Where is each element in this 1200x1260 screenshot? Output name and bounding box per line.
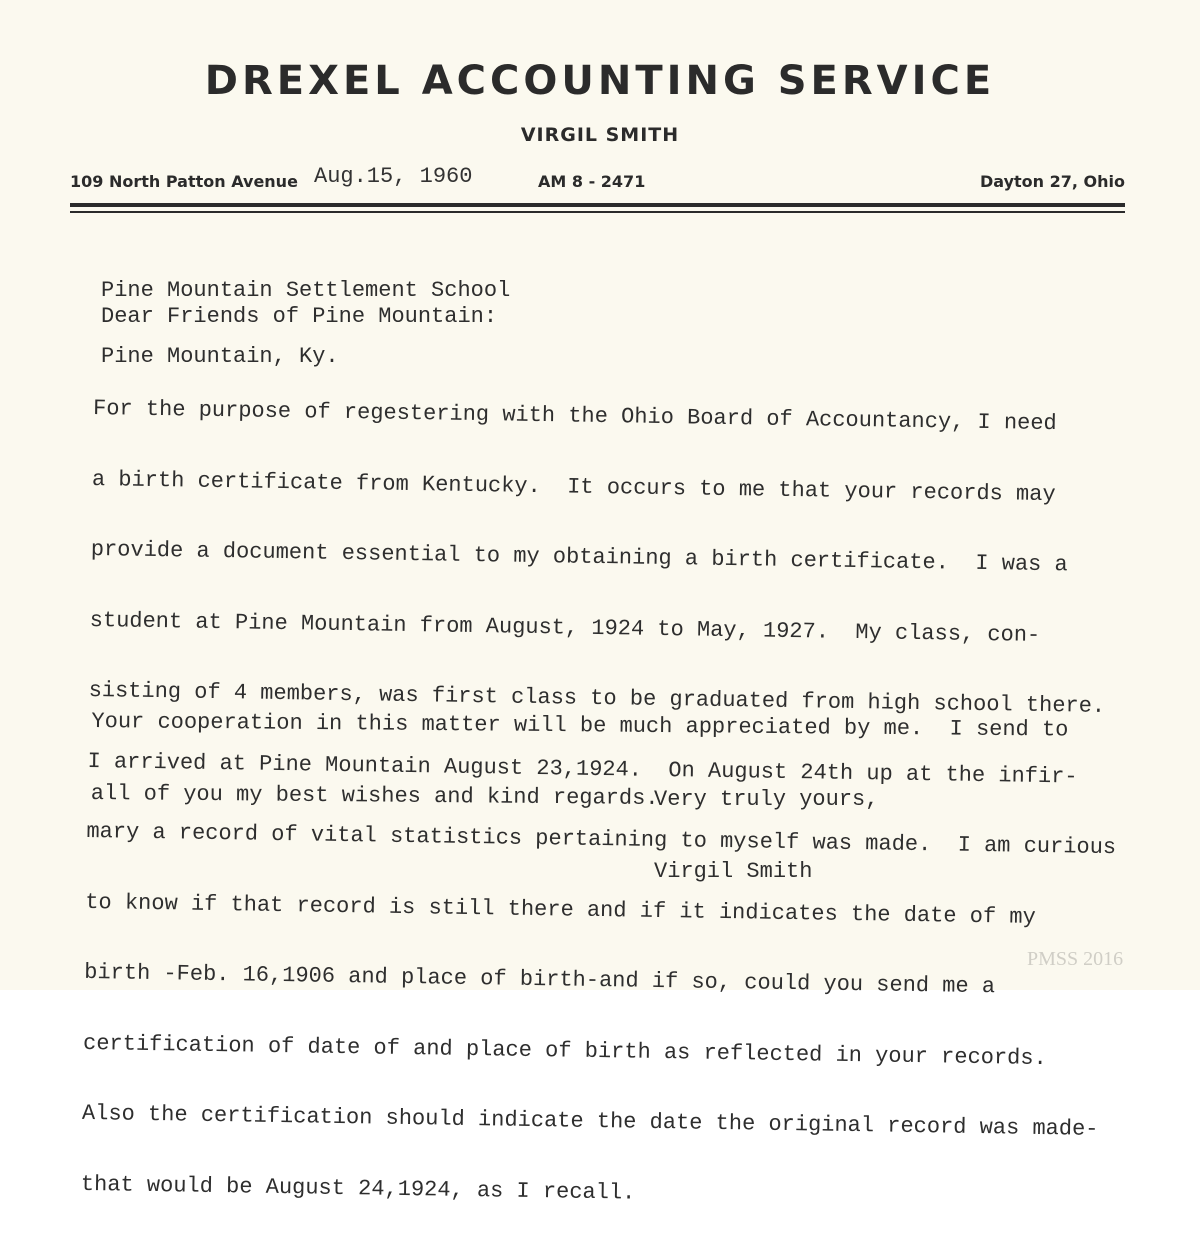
body-line: provide a document essential to my obtaining a birth certificate. I was a — [90, 536, 1068, 578]
letterhead-rule-thick — [70, 203, 1125, 207]
company-name: DREXEL ACCOUNTING SERVICE — [204, 58, 996, 104]
body-line: to know if that record is still there and if it indicates the date of my — [85, 889, 1036, 930]
street-address: 109 North Patton Avenue — [70, 172, 298, 191]
proprietor-name: VIRGIL SMITH — [520, 124, 680, 146]
body-line: student at Pine Mountain from August, 1924 to May, 1927. My class, con- — [89, 607, 1041, 648]
letter-date: Aug.15, 1960 — [314, 164, 473, 189]
body-line: Also the certification should indicate the date the original record was made- — [81, 1100, 1099, 1142]
body-line: birth -Feb. 16,1906 and place of birth-and if so, could you send me a — [84, 959, 996, 1000]
signature-block — [654, 740, 878, 932]
body-line: certification of date of and place of birth as reflected in your records. — [82, 1030, 1047, 1071]
body-line: all of you my best wishes and kind regards. — [90, 780, 659, 811]
city-address: Dayton 27, Ohio — [980, 172, 1125, 191]
body-line: For the purpose of regestering with the Ohio Board of Accountancy, I need — [92, 395, 1057, 437]
body-line: mary a record of vital statistics pertaining to myself was made. I am curious — [86, 818, 1117, 861]
body-line: a birth certificate from Kentucky. It occurs to me that your records may — [91, 466, 1056, 507]
body-line: that would be August 24,1924, as I recall. — [80, 1171, 636, 1206]
body-line: Your cooperation in this matter will be much appreciated by me. I send to — [91, 708, 1069, 743]
salutation: Dear Friends of Pine Mountain: — [101, 304, 498, 329]
phone-number: AM 8 - 2471 — [538, 172, 646, 191]
recipient-line: Pine Mountain, Ky. — [101, 344, 339, 369]
body-line: sisting of 4 members, was first class to be graduated from high school there. — [88, 677, 1106, 719]
letterhead-rule-thin — [70, 211, 1125, 213]
archive-watermark: PMSS 2016 — [1027, 948, 1124, 970]
signature-name: Virgil Smith — [654, 859, 813, 884]
body-paragraph-2 — [90, 662, 1069, 863]
closing: Very truly yours, — [654, 787, 879, 812]
recipient-line: Pine Mountain Settlement School — [101, 278, 511, 303]
body-line: I arrived at Pine Mountain August 23,1924. On August 24th up at the infir- — [87, 748, 1078, 790]
